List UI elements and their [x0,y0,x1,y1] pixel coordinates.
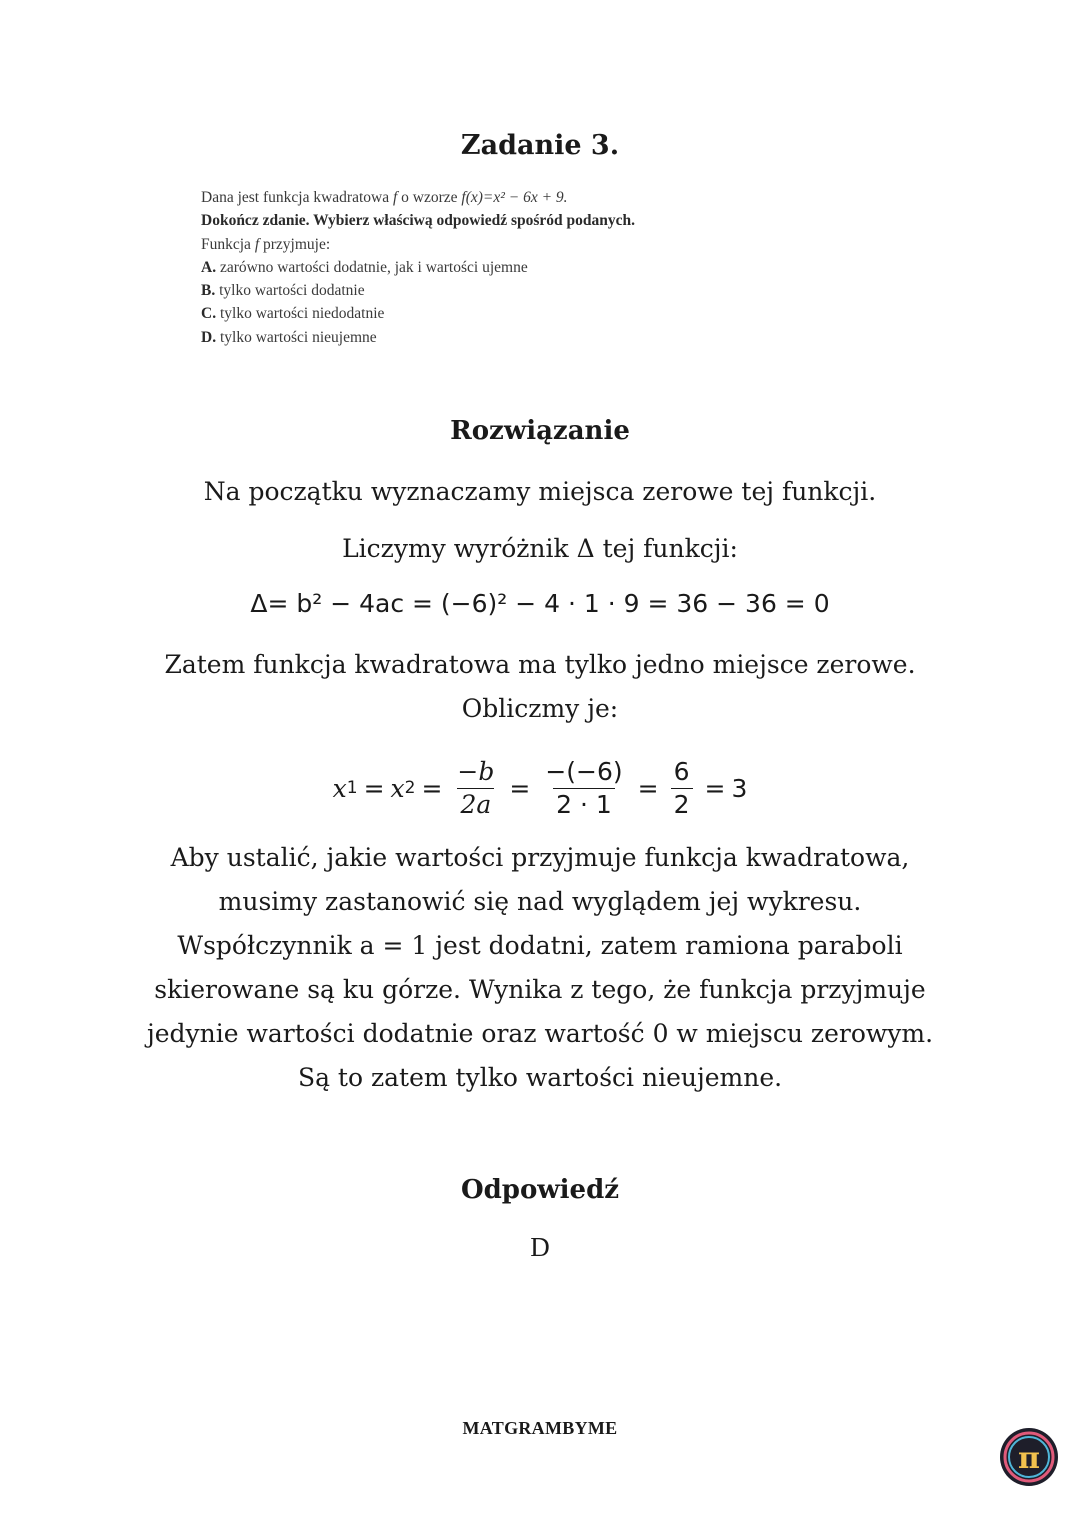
task-instruction: Dokończ zdanie. Wybierz właściwą odpowiedź spośród podanych. [201,212,636,230]
paragraph-line: Są to zatem tylko wartości nieujemne. [297,1063,783,1092]
option-d: D. tylko wartości nieujemne [201,328,377,346]
roots-formula: x 1 = x 2 = $\frac{-b}{2a}$ = $\frac{-(-6)}{2 \cdot 1}$ = $\frac{6}{2}$ = 3 [332,756,748,819]
solution-line-2: Liczymy wyróżnik Δ tej funkcji: [342,534,738,563]
task-statement [201,186,635,349]
paragraph-line: skierowane są ku górze. Wynika z tego, że funkcja przyjmuje [154,975,926,1004]
logo-pi: π [1018,1441,1040,1476]
delta-formula: Δ= b² − 4ac = (−6)² − 4 · 1 · 9 = 36 − 36 = 0 [250,589,830,618]
paragraph-line: Aby ustalić, jakie wartości przyjmuje funkcja kwadratowa, [170,843,910,872]
task-lead: Funkcja f przyjmuje: [201,235,331,253]
solution-heading: Rozwiązanie [450,416,630,446]
task-formula: f(x)=x² − 6x + 9. [461,189,568,206]
paragraph-line: jedynie wartości dodatnie oraz wartość 0 w miejscu zerowym. [146,1019,934,1048]
pi-logo-icon [998,1426,1060,1488]
paragraph-line: Współczynnik a = 1 jest dodatni, zatem ramiona paraboli [177,931,903,960]
solution-paragraph [0,836,1080,1100]
answer-heading: Odpowiedź [460,1175,620,1205]
paragraph-line: musimy zastanowić się nad wyglądem jej wykresu. [218,887,862,916]
fraction-2: $\frac{-(-6)}{2 \cdot 1}$ [545,756,623,819]
task-intro: Dana jest funkcja kwadratowa f o wzorze f(x)=x² − 6x + 9. [201,189,568,206]
solution-line-4: Obliczmy je: [461,694,619,723]
fraction-3: $\frac{6}{2}$ [671,756,693,821]
solution-line-1: Na początku wyznaczamy miejsca zerowe tej funkcji. [203,477,877,506]
roots-result: 3 [731,773,748,803]
answer-value: D [530,1232,550,1262]
solution-line-3: Zatem funkcja kwadratowa ma tylko jedno miejsce zerowe. [164,650,916,679]
option-a: A. zarówno wartości dodatnie, jak i wartości ujemne [201,258,528,276]
fraction-1: $\frac{-b}{2a}$ [457,756,495,819]
option-b: B. tylko wartości dodatnie [201,282,365,300]
footer-brand: MATGRAMBYME [462,1418,618,1438]
task-heading: Zadanie 3. [460,130,620,161]
option-c: C. tylko wartości niedodatnie [201,305,385,323]
